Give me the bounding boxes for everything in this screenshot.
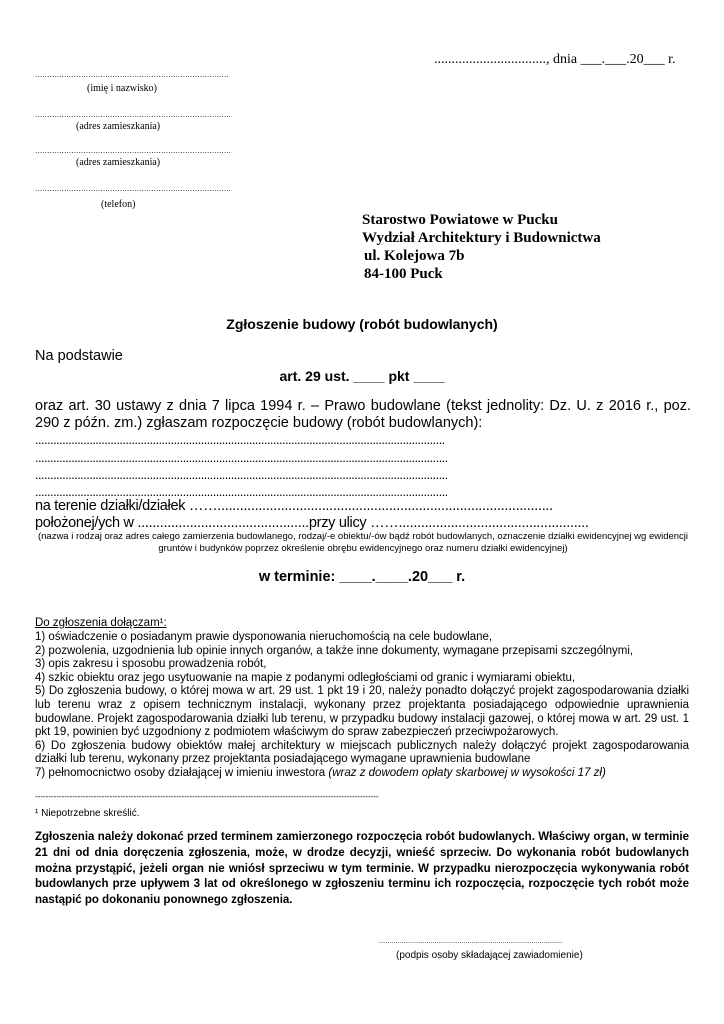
plot-field[interactable]: na terenie działki/działek …….......................................................................................... — [35, 498, 553, 514]
article-field[interactable]: art. 29 ust. ____ pkt ____ — [279, 368, 445, 384]
location-note: (nazwa i rodzaj oraz adres całego zamierzenia budowlanego, rodzaj/-e obiektu/-ów bądź robót budowlanych, oznaczenie działki ewidencyjnej wg ewidencji gruntów i budynków poprzez określenie obrębu ewidencyjnego oraz numeru działki ewidencyjnej) — [37, 531, 689, 554]
attachment-item: 4) szkic obiektu oraz jego usytuowanie na mapie z podanymi odległościami od granic i wymiarami obiektu, — [35, 671, 576, 684]
description-line[interactable]: ........................................................................................................................................ — [35, 432, 445, 447]
applicant-name-line[interactable]: ................................................................................ — [35, 70, 229, 79]
attachment-item: 6) Do zgłoszenia budowy obiektów małej architektury w miejscach publicznych należy dołączyć projekt zagospodarowania działki lub terenu, wykonany przez projektanta posiadającego wymagane uprawnienia budowlane — [35, 739, 689, 766]
attachment-item: 1) oświadczenie o posiadanym prawie dysponowania nieruchomością na cele budowlane, — [35, 631, 493, 643]
location-field[interactable]: położonej/ych w ..............................................przy ulicy ……................................................... — [35, 515, 589, 531]
description-line[interactable]: ......................................................................................................................................... — [35, 467, 448, 482]
intro-paragraph: oraz art. 30 ustawy z dnia 7 lipca 1994 r. – Prawo budowlane (tekst jednolity: Dz. U. z 2016 r., poz. 290 z późn. zm.) zgłaszam rozpoczęcie budowy (robót budowlanych): — [35, 398, 691, 431]
address1-line[interactable]: ................................................................................. — [35, 110, 232, 119]
description-line[interactable]: ......................................................................................................................................... — [35, 484, 448, 499]
attachment-item: 3) opis zakresu i sposobu prowadzenia robót, — [35, 658, 267, 671]
signature-caption: (podpis osoby składającej zawiadomienie) — [396, 950, 583, 961]
attachment-item-7-note: (wraz z dowodem opłaty skarbowej w wysokości 17 zł) — [328, 766, 606, 779]
attachment-item-7 — [35, 767, 689, 781]
phone-line[interactable]: ................................................................................. — [35, 184, 232, 193]
deadline-field[interactable]: w terminie: ____.____.20___ r. — [258, 569, 466, 585]
applicant-name-caption: (imię i nazwisko) — [87, 83, 157, 94]
attachments-heading: Do zgłoszenia dołączam¹: — [35, 617, 167, 629]
description-line[interactable]: ......................................................................................................................................... — [35, 450, 448, 465]
phone-caption: (telefon) — [101, 199, 136, 210]
address2-line[interactable]: ................................................................................. — [35, 146, 232, 155]
recipient-department: Wydział Architektury i Budownictwa — [362, 230, 601, 246]
signature-line[interactable]: ............................................................................................... — [378, 938, 563, 945]
place-date-field[interactable]: ................................, dnia ___.___.20___ r. — [434, 52, 676, 67]
address1-caption: (adres zamieszkania) — [76, 121, 161, 132]
form-title: Zgłoszenie budowy (robót budowlanych) — [226, 316, 498, 332]
basis-label: Na podstawie — [35, 348, 123, 364]
attachment-item: 2) pozwolenia, uzgodnienia lub opinie innych organów, a także inne dokumenty, wymagane przepisami szczególnymi, — [35, 644, 634, 657]
footnote: ¹ Niepotrzebne skreślić. — [35, 808, 140, 819]
separator-line: --------------------------------------------------------------------------------------------------------------------------------- — [35, 792, 379, 801]
address2-caption: (adres zamieszkania) — [76, 157, 161, 168]
legal-notice: Zgłoszenia należy dokonać przed terminem zamierzonego rozpoczęcia robót budowlanych. Właściwy organ, w terminie 21 dni od dnia doręczenia zgłoszenia, może, w drodze decyzji, wnieść sprzeciw. Do wykonania robót budowlanych można przystąpić, jeżeli organ nie wniósł sprzeciwu w tym terminie. W przypadku nierozpoczęcia wykonywania robót budowlanych prze upływem 3 lat od określonego w zgłoszeniu terminu ich rozpoczęcia, rozpoczęcie tych robót może nastąpić po dokonaniu ponownego zgłoszenia. — [35, 831, 689, 907]
attachment-item-7-text: 7) pełnomocnictwo osoby działającej w imieniu inwestora — [35, 766, 326, 779]
recipient-city: 84-100 Puck — [364, 266, 443, 282]
attachments-list — [35, 631, 689, 781]
recipient-street: ul. Kolejowa 7b — [364, 248, 465, 264]
recipient-office: Starostwo Powiatowe w Pucku — [362, 212, 558, 228]
attachment-item: 5) Do zgłoszenia budowy, o której mowa w art. 29 ust. 1 pkt 19 i 20, należy ponadto dołączyć projekt zagospodarowania działki lub terenu wraz z opisem technicznym instalacji, wykonany przez projektanta posiadającego odpowiednie uprawnienia budowlane. Projekt zagospodarowania działki lub terenu, w przypadku budowy instalacji gazowej, o której mowa w art. 29 ust. 1 pkt 19, powinien być uzgodniony z podmiotem właściwym do spraw zabezpieczeń przeciwpożarowych. — [35, 685, 689, 739]
